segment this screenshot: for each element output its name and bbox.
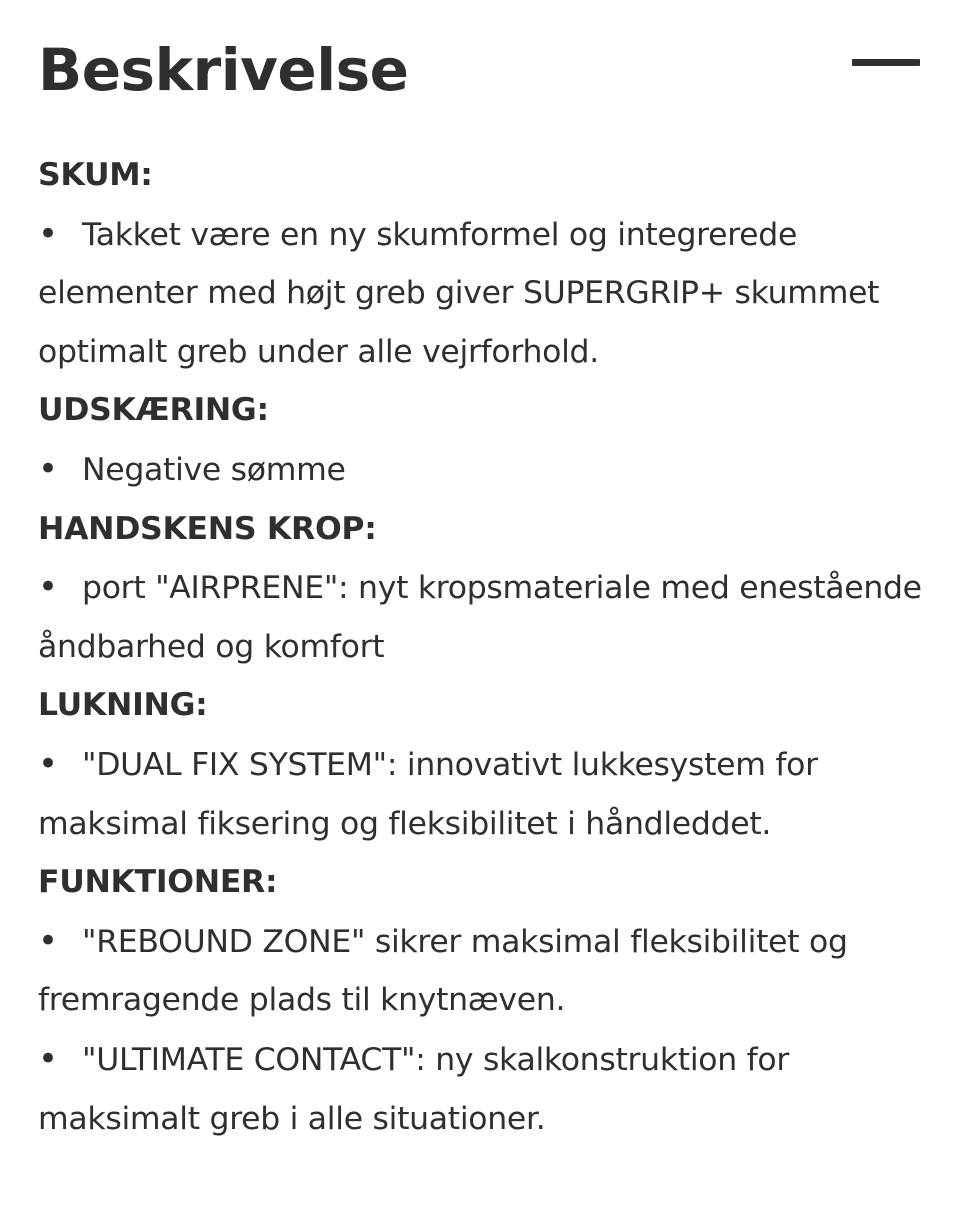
minus-icon xyxy=(852,59,920,66)
bullet-icon: • xyxy=(38,448,58,489)
list-item xyxy=(38,912,928,1030)
section-heading-handskens-krop: HANDSKENS KROP: xyxy=(38,510,377,547)
bullet-icon: • xyxy=(38,743,58,784)
bullet-icon: • xyxy=(38,567,58,608)
list-item xyxy=(38,1030,928,1148)
list-item-text: Takket være en ny skumformel og integrerede elementer med højt greb giver SUPERGRIP+ skummet optimalt greb under alle vejrforhold. xyxy=(38,216,880,370)
list-item-text: "DUAL FIX SYSTEM": innovativt lukkesystem for maksimal fiksering og fleksibilitet i håndleddet. xyxy=(38,746,818,842)
description-header xyxy=(38,28,922,112)
description-content xyxy=(38,146,928,1148)
bullet-icon: • xyxy=(38,1038,58,1079)
list-item xyxy=(38,205,928,382)
section-heading-skum: SKUM: xyxy=(38,157,153,193)
bullet-icon: • xyxy=(38,213,58,254)
section-heading-funktioner: FUNKTIONER: xyxy=(38,864,278,901)
list-item-text: "ULTIMATE CONTACT": ny skalkonstruktion for maksimalt greb i alle situationer. xyxy=(38,1041,790,1137)
list-item xyxy=(38,440,928,500)
section-heading-lukning: LUKNING: xyxy=(38,687,208,724)
list-item-text: "REBOUND ZONE" sikrer maksimal fleksibilitet og fremragende plads til knytnæven. xyxy=(38,923,848,1019)
collapse-button[interactable] xyxy=(852,54,922,74)
list-item-text: Negative sømme xyxy=(82,451,346,488)
description-title: Beskrivelse xyxy=(38,36,409,104)
list-item xyxy=(38,735,928,853)
section-heading-udskaering: UDSKÆRING: xyxy=(38,392,269,429)
list-item-text: port "AIRPRENE": nyt kropsmateriale med enestående åndbarhed og komfort xyxy=(38,570,922,665)
list-item xyxy=(38,558,928,676)
bullet-icon: • xyxy=(38,920,58,961)
